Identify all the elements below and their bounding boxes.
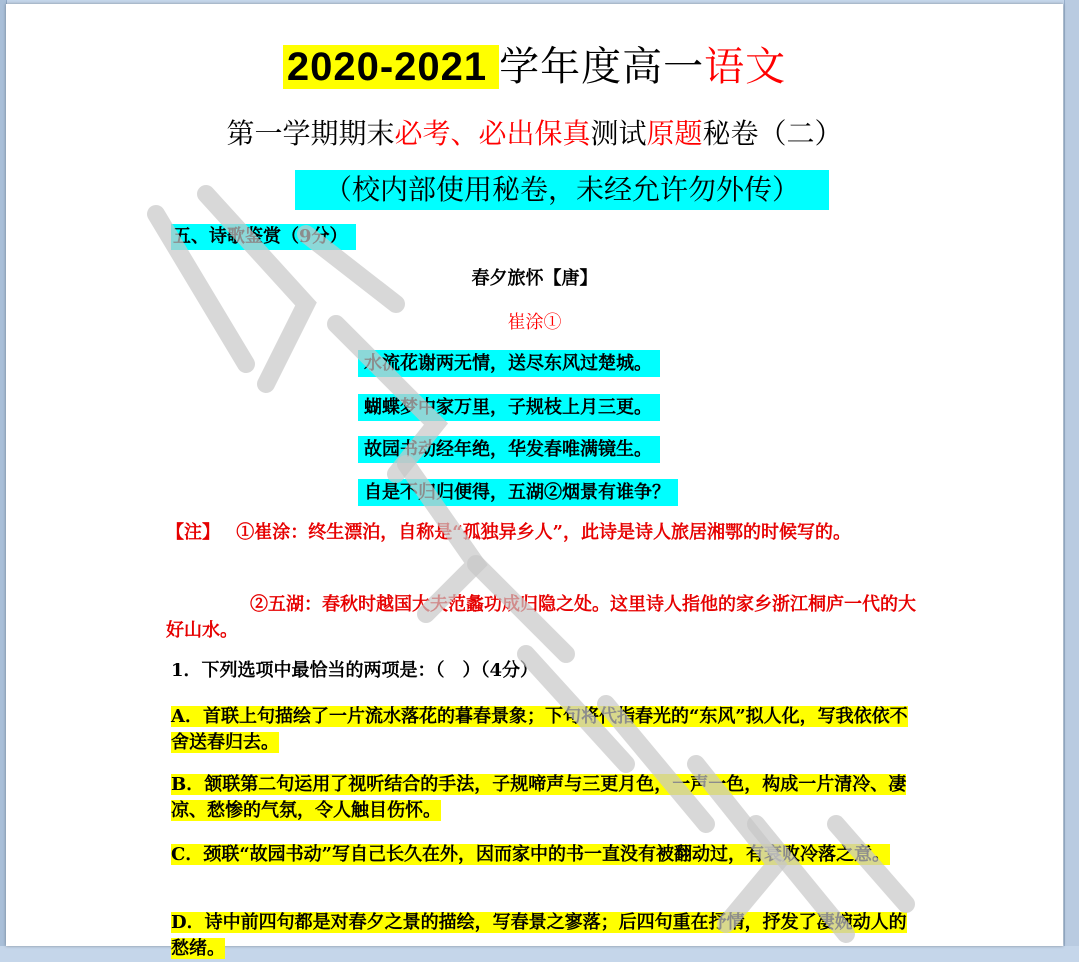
note-label: 【注】 <box>166 522 220 543</box>
option-d-text: D．诗中前四句都是对春夕之景的描绘，写春景之寥落；后四句重在抒情，抒发了凄婉动人的愁绪。 <box>171 912 907 959</box>
poem-line: 故园书动经年绝，华发春唯满镜生。 <box>358 436 660 463</box>
subtitle-part-3: 测试 <box>590 117 647 150</box>
option-d <box>171 910 923 962</box>
exam-year: 2020-2021 <box>283 45 499 89</box>
section-heading: 五、诗歌鉴赏（9分） <box>171 224 356 250</box>
option-c <box>171 842 923 868</box>
document-page <box>6 4 1063 959</box>
option-c-text: C．颈联“故园书动”写自己长久在外，因而家中的书一直没有被翻动过，有衰败冷落之意。 <box>171 844 891 865</box>
note-2: ②五湖：春秋时越国大夫范蠡功成归隐之处。这里诗人指他的家乡浙江桐庐一代的大好山水。 <box>166 594 916 641</box>
subtitle-part-4: 原题 <box>646 117 703 150</box>
note-1 <box>166 520 926 546</box>
poem-line: 自是不归归便得，五湖②烟景有谁争？ <box>358 479 678 506</box>
poem-line: 蝴蝶梦中家万里，子规枝上月三更。 <box>358 394 660 421</box>
question-1: 1．下列选项中最恰当的两项是：（ ）（4分） <box>171 660 539 681</box>
poem-line: 水流花谢两无情，送尽东风过楚城。 <box>358 350 660 377</box>
poem-title: 春夕旅怀【唐】 <box>471 268 598 289</box>
note-1-text: ①崔涂：终生漂泊，自称是“孤独异乡人”，此诗是诗人旅居湘鄂的时候写的。 <box>236 522 851 543</box>
option-b <box>171 772 923 824</box>
subtitle-part-5: 秘卷（二） <box>702 117 843 150</box>
poem-author: 崔涂① <box>507 312 562 333</box>
exam-title <box>6 38 1063 96</box>
confidential-notice: （校内部使用秘卷，未经允许勿外传） <box>295 170 829 210</box>
option-a-text: A．首联上句描绘了一片流水落花的暮春景象；下句将代指春光的“东风”拟人化，写我依依不舍送春归去。 <box>171 706 908 753</box>
exam-title-rest: 学年度高一 <box>499 44 705 90</box>
exam-subject: 语文 <box>704 44 787 90</box>
window-scrollbar[interactable] <box>1064 0 1079 946</box>
option-a <box>171 704 923 756</box>
option-b-text: B．颔联第二句运用了视听结合的手法，子规啼声与三更月色，一声一色，构成一片清冷、凄凉、愁惨的气氛，令人触目伤怀。 <box>171 774 907 821</box>
exam-subtitle <box>6 114 1063 154</box>
subtitle-part-2: 必考、必出保真 <box>394 117 591 150</box>
subtitle-part-1: 第一学期期末 <box>226 117 395 150</box>
